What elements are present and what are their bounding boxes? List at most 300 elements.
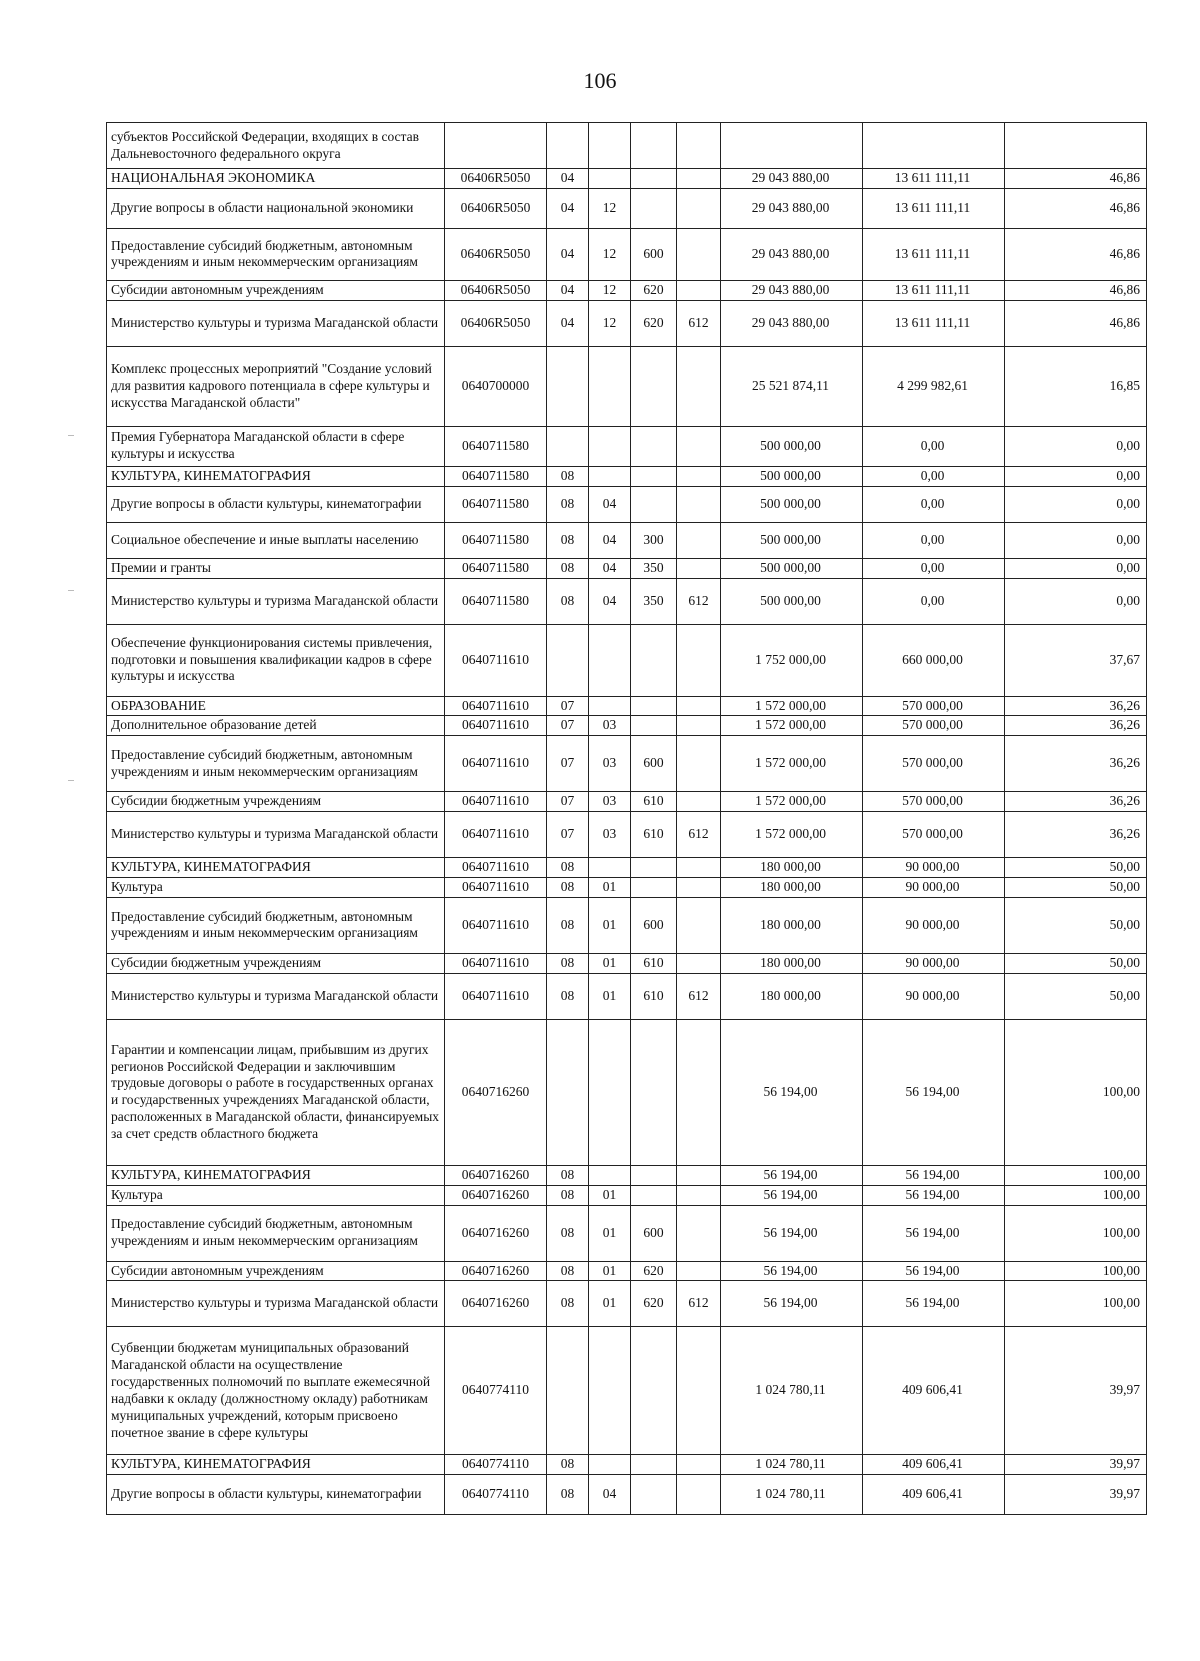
- cell-expense-type: 610: [631, 812, 677, 858]
- cell-execution-percent: [1005, 123, 1147, 169]
- cell-subsection: [589, 1019, 631, 1165]
- cell-subsection: 01: [589, 973, 631, 1019]
- cell-subsection: [589, 169, 631, 189]
- cell-section: 08: [547, 897, 589, 953]
- cell-plan-amount: 56 194,00: [721, 1205, 863, 1261]
- cell-executed-amount: 0,00: [863, 522, 1005, 558]
- cell-executed-amount: 56 194,00: [863, 1019, 1005, 1165]
- cell-expense-type: 610: [631, 792, 677, 812]
- cell-admin-code: [677, 1165, 721, 1185]
- cell-admin-code: [677, 1019, 721, 1165]
- cell-expense-type: [631, 1185, 677, 1205]
- cell-target-article: 0640716260: [445, 1019, 547, 1165]
- cell-expense-type: 350: [631, 558, 677, 578]
- cell-plan-amount: 1 572 000,00: [721, 696, 863, 716]
- cell-target-article: 0640711610: [445, 858, 547, 878]
- cell-executed-amount: 570 000,00: [863, 716, 1005, 736]
- cell-section: 08: [547, 1281, 589, 1327]
- cell-section: 08: [547, 973, 589, 1019]
- cell-admin-code: [677, 522, 721, 558]
- cell-section: [547, 1019, 589, 1165]
- cell-expense-type: 620: [631, 300, 677, 346]
- cell-expense-type: 600: [631, 228, 677, 280]
- cell-executed-amount: 13 611 111,11: [863, 188, 1005, 228]
- cell-admin-code: [677, 1185, 721, 1205]
- cell-plan-amount: 29 043 880,00: [721, 228, 863, 280]
- cell-execution-percent: 36,26: [1005, 736, 1147, 792]
- cell-target-article: 0640716260: [445, 1185, 547, 1205]
- table-row: [107, 578, 1147, 624]
- cell-execution-percent: 50,00: [1005, 878, 1147, 898]
- cell-plan-amount: 56 194,00: [721, 1165, 863, 1185]
- cell-expense-type: [631, 696, 677, 716]
- cell-name: Дополнительное образование детей: [107, 716, 445, 736]
- cell-section: [547, 346, 589, 426]
- cell-section: 04: [547, 228, 589, 280]
- cell-admin-code: [677, 716, 721, 736]
- cell-admin-code: [677, 736, 721, 792]
- cell-execution-percent: 36,26: [1005, 716, 1147, 736]
- cell-expense-type: 610: [631, 973, 677, 1019]
- cell-execution-percent: 16,85: [1005, 346, 1147, 426]
- cell-executed-amount: 0,00: [863, 578, 1005, 624]
- cell-execution-percent: 100,00: [1005, 1165, 1147, 1185]
- cell-plan-amount: 500 000,00: [721, 486, 863, 522]
- cell-execution-percent: 39,97: [1005, 1455, 1147, 1475]
- cell-name: Комплекс процессных мероприятий "Создание условий для развития кадрового потенциала в сфере культуры и искусства Магаданской области": [107, 346, 445, 426]
- cell-executed-amount: 4 299 982,61: [863, 346, 1005, 426]
- table-row: [107, 169, 1147, 189]
- cell-expense-type: 620: [631, 1261, 677, 1281]
- cell-target-article: 0640711610: [445, 812, 547, 858]
- cell-subsection: 04: [589, 578, 631, 624]
- cell-target-article: 0640716260: [445, 1261, 547, 1281]
- cell-plan-amount: 500 000,00: [721, 578, 863, 624]
- table-row: [107, 280, 1147, 300]
- cell-execution-percent: 36,26: [1005, 696, 1147, 716]
- cell-plan-amount: 29 043 880,00: [721, 169, 863, 189]
- cell-target-article: 0640711610: [445, 878, 547, 898]
- cell-section: 07: [547, 812, 589, 858]
- cell-execution-percent: 0,00: [1005, 522, 1147, 558]
- cell-admin-code: [677, 169, 721, 189]
- table-row: [107, 1281, 1147, 1327]
- cell-plan-amount: 1 024 780,11: [721, 1455, 863, 1475]
- cell-executed-amount: 13 611 111,11: [863, 228, 1005, 280]
- cell-expense-type: 600: [631, 897, 677, 953]
- cell-target-article: 06406R5050: [445, 280, 547, 300]
- cell-plan-amount: 25 521 874,11: [721, 346, 863, 426]
- cell-section: [547, 624, 589, 696]
- cell-admin-code: [677, 897, 721, 953]
- cell-subsection: [589, 696, 631, 716]
- cell-executed-amount: 0,00: [863, 558, 1005, 578]
- table-row: [107, 716, 1147, 736]
- page-number: 106: [583, 68, 617, 93]
- cell-target-article: 0640711580: [445, 466, 547, 486]
- cell-expense-type: [631, 466, 677, 486]
- table-row: [107, 953, 1147, 973]
- cell-execution-percent: 39,97: [1005, 1475, 1147, 1515]
- cell-name: Министерство культуры и туризма Магаданской области: [107, 578, 445, 624]
- cell-name: КУЛЬТУРА, КИНЕМАТОГРАФИЯ: [107, 466, 445, 486]
- cell-executed-amount: 0,00: [863, 486, 1005, 522]
- cell-admin-code: [677, 858, 721, 878]
- table-row: [107, 486, 1147, 522]
- cell-execution-percent: 46,86: [1005, 280, 1147, 300]
- table-row: [107, 812, 1147, 858]
- cell-subsection: 04: [589, 522, 631, 558]
- table-row: [107, 696, 1147, 716]
- cell-expense-type: 620: [631, 280, 677, 300]
- table-row: [107, 426, 1147, 466]
- cell-subsection: 04: [589, 558, 631, 578]
- cell-name: Другие вопросы в области культуры, кинематографии: [107, 1475, 445, 1515]
- cell-target-article: 0640716260: [445, 1205, 547, 1261]
- cell-execution-percent: 46,86: [1005, 300, 1147, 346]
- cell-subsection: 03: [589, 792, 631, 812]
- cell-section: 08: [547, 1205, 589, 1261]
- cell-plan-amount: 1 572 000,00: [721, 716, 863, 736]
- cell-subsection: [589, 426, 631, 466]
- cell-admin-code: [677, 426, 721, 466]
- scan-mark: [68, 590, 74, 591]
- cell-execution-percent: 100,00: [1005, 1185, 1147, 1205]
- cell-subsection: [589, 123, 631, 169]
- cell-section: 08: [547, 858, 589, 878]
- scan-mark: [68, 435, 74, 436]
- cell-target-article: 06406R5050: [445, 228, 547, 280]
- cell-admin-code: [677, 953, 721, 973]
- cell-executed-amount: 56 194,00: [863, 1281, 1005, 1327]
- cell-name: Субсидии бюджетным учреждениям: [107, 953, 445, 973]
- cell-plan-amount: 56 194,00: [721, 1185, 863, 1205]
- table-row: [107, 878, 1147, 898]
- cell-admin-code: [677, 123, 721, 169]
- cell-execution-percent: 46,86: [1005, 188, 1147, 228]
- table-row: [107, 858, 1147, 878]
- cell-target-article: 0640711580: [445, 486, 547, 522]
- cell-expense-type: [631, 1019, 677, 1165]
- cell-subsection: 03: [589, 812, 631, 858]
- cell-admin-code: [677, 878, 721, 898]
- cell-subsection: [589, 1327, 631, 1455]
- cell-name: Обеспечение функционирования системы привлечения, подготовки и повышения квалификации кадров в сфере культуры и искусства: [107, 624, 445, 696]
- cell-execution-percent: 50,00: [1005, 858, 1147, 878]
- cell-name: Премии и гранты: [107, 558, 445, 578]
- cell-execution-percent: 50,00: [1005, 973, 1147, 1019]
- cell-name: Премия Губернатора Магаданской области в сфере культуры и искусства: [107, 426, 445, 466]
- cell-section: 04: [547, 300, 589, 346]
- cell-section: 08: [547, 466, 589, 486]
- cell-expense-type: 350: [631, 578, 677, 624]
- cell-admin-code: 612: [677, 1281, 721, 1327]
- cell-admin-code: [677, 280, 721, 300]
- cell-executed-amount: 90 000,00: [863, 953, 1005, 973]
- table-row: [107, 1475, 1147, 1515]
- cell-expense-type: [631, 1455, 677, 1475]
- cell-plan-amount: 500 000,00: [721, 558, 863, 578]
- cell-name: Культура: [107, 1185, 445, 1205]
- cell-admin-code: [677, 346, 721, 426]
- table-row: [107, 188, 1147, 228]
- cell-target-article: 0640711610: [445, 973, 547, 1019]
- cell-subsection: 01: [589, 878, 631, 898]
- cell-admin-code: [677, 188, 721, 228]
- cell-admin-code: [677, 1205, 721, 1261]
- cell-expense-type: 600: [631, 736, 677, 792]
- cell-plan-amount: 1 572 000,00: [721, 792, 863, 812]
- cell-expense-type: [631, 1165, 677, 1185]
- cell-target-article: 0640716260: [445, 1165, 547, 1185]
- cell-execution-percent: 50,00: [1005, 897, 1147, 953]
- cell-admin-code: 612: [677, 578, 721, 624]
- cell-subsection: 01: [589, 1261, 631, 1281]
- cell-admin-code: [677, 624, 721, 696]
- cell-execution-percent: 0,00: [1005, 558, 1147, 578]
- cell-target-article: 0640711580: [445, 426, 547, 466]
- cell-executed-amount: 13 611 111,11: [863, 169, 1005, 189]
- cell-section: 08: [547, 1165, 589, 1185]
- cell-execution-percent: 39,97: [1005, 1327, 1147, 1455]
- cell-plan-amount: 180 000,00: [721, 953, 863, 973]
- cell-plan-amount: 500 000,00: [721, 522, 863, 558]
- cell-subsection: 03: [589, 716, 631, 736]
- cell-admin-code: [677, 1327, 721, 1455]
- cell-execution-percent: 0,00: [1005, 578, 1147, 624]
- cell-admin-code: [677, 696, 721, 716]
- cell-subsection: 04: [589, 486, 631, 522]
- cell-name: Предоставление субсидий бюджетным, автономным учреждениям и иным некоммерческим организациям: [107, 1205, 445, 1261]
- cell-expense-type: 620: [631, 1281, 677, 1327]
- cell-admin-code: [677, 1475, 721, 1515]
- cell-target-article: 0640774110: [445, 1327, 547, 1455]
- cell-subsection: 04: [589, 1475, 631, 1515]
- cell-expense-type: [631, 1327, 677, 1455]
- cell-subsection: [589, 466, 631, 486]
- cell-section: 08: [547, 953, 589, 973]
- cell-section: [547, 426, 589, 466]
- cell-name: Другие вопросы в области культуры, кинематографии: [107, 486, 445, 522]
- cell-target-article: 0640711610: [445, 716, 547, 736]
- cell-subsection: [589, 624, 631, 696]
- cell-executed-amount: 570 000,00: [863, 696, 1005, 716]
- cell-subsection: 12: [589, 228, 631, 280]
- cell-execution-percent: 100,00: [1005, 1019, 1147, 1165]
- cell-subsection: 12: [589, 300, 631, 346]
- table-row: [107, 792, 1147, 812]
- table-row: [107, 624, 1147, 696]
- cell-execution-percent: 100,00: [1005, 1205, 1147, 1261]
- cell-name: Культура: [107, 878, 445, 898]
- cell-executed-amount: 570 000,00: [863, 736, 1005, 792]
- cell-plan-amount: 1 024 780,11: [721, 1327, 863, 1455]
- cell-name: Предоставление субсидий бюджетным, автономным учреждениям и иным некоммерческим организациям: [107, 228, 445, 280]
- cell-target-article: 0640711610: [445, 696, 547, 716]
- cell-expense-type: 600: [631, 1205, 677, 1261]
- cell-target-article: 0640711610: [445, 624, 547, 696]
- cell-expense-type: [631, 426, 677, 466]
- cell-executed-amount: 409 606,41: [863, 1475, 1005, 1515]
- cell-section: 04: [547, 188, 589, 228]
- cell-name: Субсидии бюджетным учреждениям: [107, 792, 445, 812]
- cell-plan-amount: 180 000,00: [721, 897, 863, 953]
- table-body: [107, 123, 1147, 1515]
- table-row: [107, 346, 1147, 426]
- cell-section: 08: [547, 1185, 589, 1205]
- table-row: [107, 736, 1147, 792]
- cell-expense-type: [631, 123, 677, 169]
- cell-plan-amount: 1 752 000,00: [721, 624, 863, 696]
- cell-plan-amount: 1 572 000,00: [721, 736, 863, 792]
- cell-plan-amount: 180 000,00: [721, 858, 863, 878]
- cell-admin-code: [677, 228, 721, 280]
- cell-executed-amount: 90 000,00: [863, 878, 1005, 898]
- cell-target-article: 0640774110: [445, 1475, 547, 1515]
- cell-name: КУЛЬТУРА, КИНЕМАТОГРАФИЯ: [107, 1165, 445, 1185]
- cell-plan-amount: 56 194,00: [721, 1261, 863, 1281]
- cell-plan-amount: 29 043 880,00: [721, 280, 863, 300]
- cell-subsection: 01: [589, 897, 631, 953]
- cell-section: 04: [547, 280, 589, 300]
- table-row: [107, 973, 1147, 1019]
- cell-subsection: 12: [589, 280, 631, 300]
- cell-expense-type: [631, 878, 677, 898]
- cell-plan-amount: [721, 123, 863, 169]
- cell-section: 04: [547, 169, 589, 189]
- cell-subsection: 03: [589, 736, 631, 792]
- cell-executed-amount: 409 606,41: [863, 1455, 1005, 1475]
- cell-plan-amount: 29 043 880,00: [721, 188, 863, 228]
- cell-target-article: 06406R5050: [445, 169, 547, 189]
- cell-section: 07: [547, 716, 589, 736]
- cell-execution-percent: 46,86: [1005, 228, 1147, 280]
- cell-expense-type: [631, 169, 677, 189]
- cell-admin-code: [677, 466, 721, 486]
- cell-expense-type: [631, 858, 677, 878]
- cell-subsection: 12: [589, 188, 631, 228]
- cell-execution-percent: 100,00: [1005, 1261, 1147, 1281]
- cell-name: Социальное обеспечение и иные выплаты населению: [107, 522, 445, 558]
- cell-section: 08: [547, 578, 589, 624]
- cell-section: [547, 123, 589, 169]
- cell-execution-percent: 37,67: [1005, 624, 1147, 696]
- cell-name: Субсидии автономным учреждениям: [107, 280, 445, 300]
- cell-target-article: 0640700000: [445, 346, 547, 426]
- cell-executed-amount: 56 194,00: [863, 1165, 1005, 1185]
- cell-execution-percent: 0,00: [1005, 486, 1147, 522]
- cell-plan-amount: 29 043 880,00: [721, 300, 863, 346]
- cell-section: [547, 1327, 589, 1455]
- cell-section: 07: [547, 696, 589, 716]
- cell-expense-type: [631, 1475, 677, 1515]
- table-row: [107, 897, 1147, 953]
- cell-section: 08: [547, 878, 589, 898]
- cell-execution-percent: 100,00: [1005, 1281, 1147, 1327]
- table-row: [107, 522, 1147, 558]
- cell-executed-amount: 409 606,41: [863, 1327, 1005, 1455]
- cell-target-article: [445, 123, 547, 169]
- cell-plan-amount: 1 572 000,00: [721, 812, 863, 858]
- cell-executed-amount: 56 194,00: [863, 1185, 1005, 1205]
- cell-target-article: 0640711580: [445, 522, 547, 558]
- cell-executed-amount: 90 000,00: [863, 858, 1005, 878]
- cell-expense-type: [631, 486, 677, 522]
- table-row: [107, 1327, 1147, 1455]
- cell-executed-amount: 56 194,00: [863, 1261, 1005, 1281]
- cell-expense-type: 300: [631, 522, 677, 558]
- budget-execution-table: [106, 122, 1147, 1515]
- cell-subsection: [589, 1165, 631, 1185]
- table-row: [107, 1455, 1147, 1475]
- cell-executed-amount: 660 000,00: [863, 624, 1005, 696]
- cell-subsection: 01: [589, 1281, 631, 1327]
- cell-plan-amount: 180 000,00: [721, 878, 863, 898]
- cell-expense-type: 610: [631, 953, 677, 973]
- cell-name: Предоставление субсидий бюджетным, автономным учреждениям и иным некоммерческим организациям: [107, 897, 445, 953]
- table-row: [107, 1261, 1147, 1281]
- cell-section: 08: [547, 1475, 589, 1515]
- cell-target-article: 0640774110: [445, 1455, 547, 1475]
- table-row: [107, 123, 1147, 169]
- cell-admin-code: [677, 792, 721, 812]
- cell-subsection: [589, 858, 631, 878]
- scan-mark: [68, 780, 74, 781]
- cell-section: 08: [547, 522, 589, 558]
- table-row: [107, 1165, 1147, 1185]
- cell-execution-percent: 50,00: [1005, 953, 1147, 973]
- table-row: [107, 300, 1147, 346]
- cell-plan-amount: 500 000,00: [721, 466, 863, 486]
- table-row: [107, 1205, 1147, 1261]
- cell-name: КУЛЬТУРА, КИНЕМАТОГРАФИЯ: [107, 1455, 445, 1475]
- cell-expense-type: [631, 346, 677, 426]
- cell-target-article: 06406R5050: [445, 300, 547, 346]
- cell-execution-percent: 46,86: [1005, 169, 1147, 189]
- cell-admin-code: [677, 1261, 721, 1281]
- cell-admin-code: [677, 1455, 721, 1475]
- cell-section: 07: [547, 792, 589, 812]
- cell-section: 08: [547, 558, 589, 578]
- cell-name: Министерство культуры и туризма Магаданской области: [107, 300, 445, 346]
- cell-expense-type: [631, 188, 677, 228]
- cell-executed-amount: [863, 123, 1005, 169]
- cell-subsection: 01: [589, 953, 631, 973]
- cell-executed-amount: 570 000,00: [863, 792, 1005, 812]
- cell-expense-type: [631, 716, 677, 736]
- cell-executed-amount: 90 000,00: [863, 897, 1005, 953]
- cell-name: НАЦИОНАЛЬНАЯ ЭКОНОМИКА: [107, 169, 445, 189]
- cell-executed-amount: 56 194,00: [863, 1205, 1005, 1261]
- cell-admin-code: [677, 558, 721, 578]
- cell-name: Министерство культуры и туризма Магаданской области: [107, 973, 445, 1019]
- cell-executed-amount: 13 611 111,11: [863, 280, 1005, 300]
- cell-name: Субвенции бюджетам муниципальных образований Магаданской области на осуществление государственных полномочий по выплате ежемесячной надбавки к окладу (должностному окладу) работникам муниципальных учреждений, которым присвоено почетное звание в сфере культуры: [107, 1327, 445, 1455]
- cell-subsection: 01: [589, 1185, 631, 1205]
- cell-execution-percent: 36,26: [1005, 812, 1147, 858]
- cell-section: 07: [547, 736, 589, 792]
- cell-name: Министерство культуры и туризма Магаданской области: [107, 1281, 445, 1327]
- cell-target-article: 0640711610: [445, 953, 547, 973]
- cell-plan-amount: 56 194,00: [721, 1019, 863, 1165]
- cell-execution-percent: 0,00: [1005, 466, 1147, 486]
- cell-target-article: 0640711610: [445, 792, 547, 812]
- cell-executed-amount: 0,00: [863, 466, 1005, 486]
- cell-admin-code: [677, 486, 721, 522]
- cell-execution-percent: 36,26: [1005, 792, 1147, 812]
- cell-admin-code: 612: [677, 812, 721, 858]
- cell-admin-code: 612: [677, 300, 721, 346]
